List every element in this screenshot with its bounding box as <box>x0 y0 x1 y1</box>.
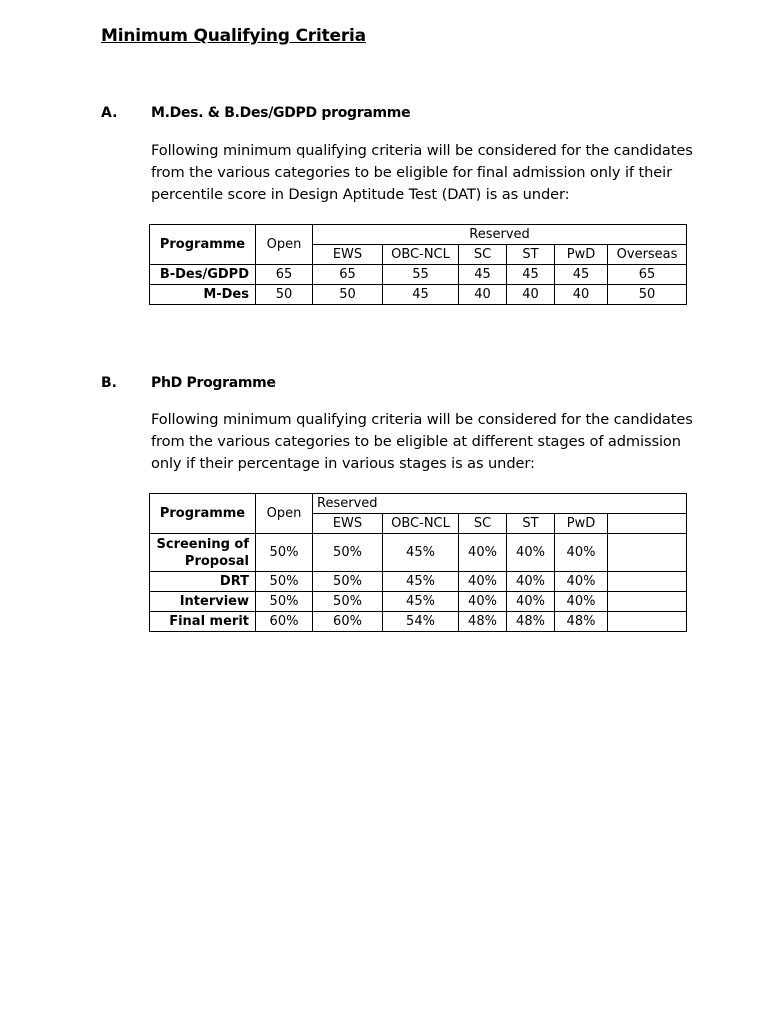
reserved-header: Reserved <box>313 494 687 514</box>
table-cell: 54% <box>383 612 459 632</box>
paragraph-line: Following minimum qualifying criteria will be considered for the candidates <box>151 411 693 428</box>
table-cell: 50% <box>313 572 383 592</box>
table-cell: 40% <box>459 534 507 572</box>
row-label: Interview <box>150 592 256 612</box>
table-cell: 45% <box>383 534 459 572</box>
table-cell: 45 <box>459 265 507 285</box>
row-label-line: Screening of <box>156 536 249 552</box>
table-cell: 40% <box>507 592 555 612</box>
table-cell: 40% <box>555 534 608 572</box>
section-b-letter: B. <box>101 375 117 391</box>
column-header: OBC-NCL <box>383 514 459 534</box>
row-label: M-Des <box>150 285 256 305</box>
page-title: Minimum Qualifying Criteria <box>101 26 366 46</box>
table-cell: 50% <box>313 534 383 572</box>
table-cell: 50 <box>608 285 687 305</box>
table-cell <box>608 572 687 592</box>
column-header: ST <box>507 245 555 265</box>
table-row <box>150 265 687 285</box>
phd-criteria-table <box>149 493 687 632</box>
paragraph-line: percentile score in Design Aptitude Test (DAT) is as under: <box>151 186 570 203</box>
table-header-row <box>150 225 687 245</box>
table-header-row <box>150 494 687 514</box>
column-header: PwD <box>555 245 608 265</box>
row-label: B-Des/GDPD <box>150 265 256 285</box>
section-a-title: M.Des. & B.Des/GDPD programme <box>151 105 411 121</box>
table-row <box>150 612 687 632</box>
table-cell: 50 <box>313 285 383 305</box>
table-cell: 50% <box>313 592 383 612</box>
table-cell: 40% <box>459 592 507 612</box>
table-cell: 40% <box>507 534 555 572</box>
paragraph-line: only if their percentage in various stages is as under: <box>151 455 535 472</box>
table-cell: 45% <box>383 572 459 592</box>
table-cell: 40 <box>459 285 507 305</box>
table-row <box>150 534 687 572</box>
column-header: ST <box>507 514 555 534</box>
table-cell: 48% <box>459 612 507 632</box>
table-cell: 50% <box>256 592 313 612</box>
table-cell: 40 <box>555 285 608 305</box>
table-cell: 40 <box>507 285 555 305</box>
table-row <box>150 572 687 592</box>
column-header: EWS <box>313 245 383 265</box>
column-header: Overseas <box>608 245 687 265</box>
table-cell: 50% <box>256 534 313 572</box>
table-cell: 40% <box>555 592 608 612</box>
table-cell: 45 <box>383 285 459 305</box>
table-cell: 65 <box>608 265 687 285</box>
section-a-paragraph <box>151 140 741 206</box>
table-cell: 40% <box>507 572 555 592</box>
reserved-header: Reserved <box>313 225 687 245</box>
table-cell <box>608 592 687 612</box>
table-cell: 50% <box>256 572 313 592</box>
paragraph-line: from the various categories to be eligible at different stages of admission <box>151 433 681 450</box>
section-b-paragraph <box>151 409 741 475</box>
row-label: Final merit <box>150 612 256 632</box>
column-header: EWS <box>313 514 383 534</box>
table-cell: 45 <box>555 265 608 285</box>
section-a-letter: A. <box>101 105 118 121</box>
table-cell: 55 <box>383 265 459 285</box>
column-header: SC <box>459 245 507 265</box>
table-row <box>150 285 687 305</box>
table-cell: 65 <box>256 265 313 285</box>
row-label-line: Proposal <box>184 553 249 569</box>
table-cell: 48% <box>507 612 555 632</box>
table-cell: 40% <box>459 572 507 592</box>
open-header: Open <box>256 494 313 534</box>
row-label: DRT <box>150 572 256 592</box>
paragraph-line: from the various categories to be eligible for final admission only if their <box>151 164 672 181</box>
column-header: PwD <box>555 514 608 534</box>
table-cell: 40% <box>555 572 608 592</box>
table-cell: 60% <box>313 612 383 632</box>
dat-criteria-table <box>149 224 687 305</box>
table-cell: 45 <box>507 265 555 285</box>
table-cell: 48% <box>555 612 608 632</box>
table-cell: 45% <box>383 592 459 612</box>
row-label <box>150 534 256 572</box>
paragraph-line: Following minimum qualifying criteria will be considered for the candidates <box>151 142 693 159</box>
table-cell: 60% <box>256 612 313 632</box>
programme-header: Programme <box>150 225 256 265</box>
table-cell: 65 <box>313 265 383 285</box>
column-header <box>608 514 687 534</box>
table-cell: 50 <box>256 285 313 305</box>
table-cell <box>608 612 687 632</box>
column-header: OBC-NCL <box>383 245 459 265</box>
programme-header: Programme <box>150 494 256 534</box>
section-b-title: PhD Programme <box>151 375 276 391</box>
table-row <box>150 592 687 612</box>
column-header: SC <box>459 514 507 534</box>
table-cell <box>608 534 687 572</box>
open-header: Open <box>256 225 313 265</box>
